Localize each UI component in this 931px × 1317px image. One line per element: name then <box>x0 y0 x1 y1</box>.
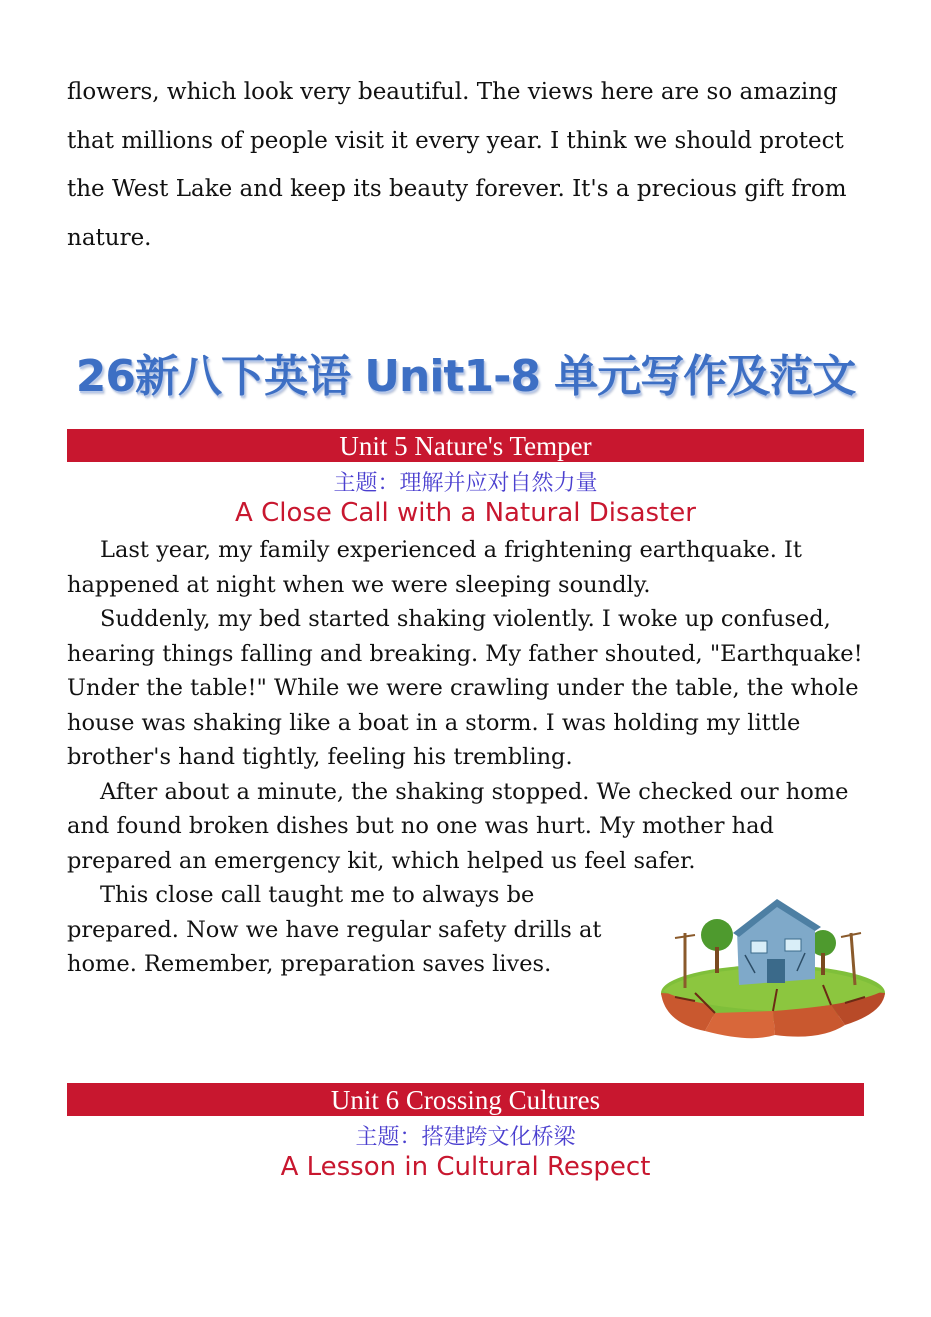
essay-paragraph: This close call taught me to always be prepared. Now we have regular safety drills at home. Remember, preparation saves lives. <box>67 882 602 977</box>
essay-paragraph: Suddenly, my bed started shaking violently. I woke up confused, hearing things falling and breaking. My father shouted, "Earthquake! Under the table!" While we were crawling under the table, the whole house was shaking like a boat in a storm. I was holding my little brother's hand tightly, feeling his trembling. <box>67 606 863 770</box>
unit-5-banner: Unit 5 Nature's Temper <box>67 429 864 462</box>
unit-6-banner: Unit 6 Crossing Cultures <box>67 1083 864 1116</box>
essay-paragraph: After about a minute, the shaking stopped. We checked our home and found broken dishes but no one was hurt. My mother had prepared an emergency kit, which helped us feel safer. <box>67 778 849 874</box>
earthquake-house-icon <box>655 893 890 1043</box>
intro-paragraph: flowers, which look very beautiful. The views here are so amazing that millions of people visit it every year. I think we should protect the West Lake and keep its beauty forever. It's a precious gift from nature. <box>67 79 847 251</box>
essay-paragraph: Last year, my family experienced a frightening earthquake. It happened at night when we were sleeping soundly. <box>67 537 802 598</box>
unit-6-essay-title: A Lesson in Cultural Respect <box>280 1152 651 1182</box>
unit-6-theme: 主题：搭建跨文化桥梁 <box>355 1125 576 1150</box>
unit-5-theme: 主题：理解并应对自然力量 <box>333 471 598 496</box>
unit-5-essay-title: A Close Call with a Natural Disaster <box>235 498 696 528</box>
main-title: 26新八下英语 Unit1-8 单元写作及范文 <box>75 351 856 402</box>
